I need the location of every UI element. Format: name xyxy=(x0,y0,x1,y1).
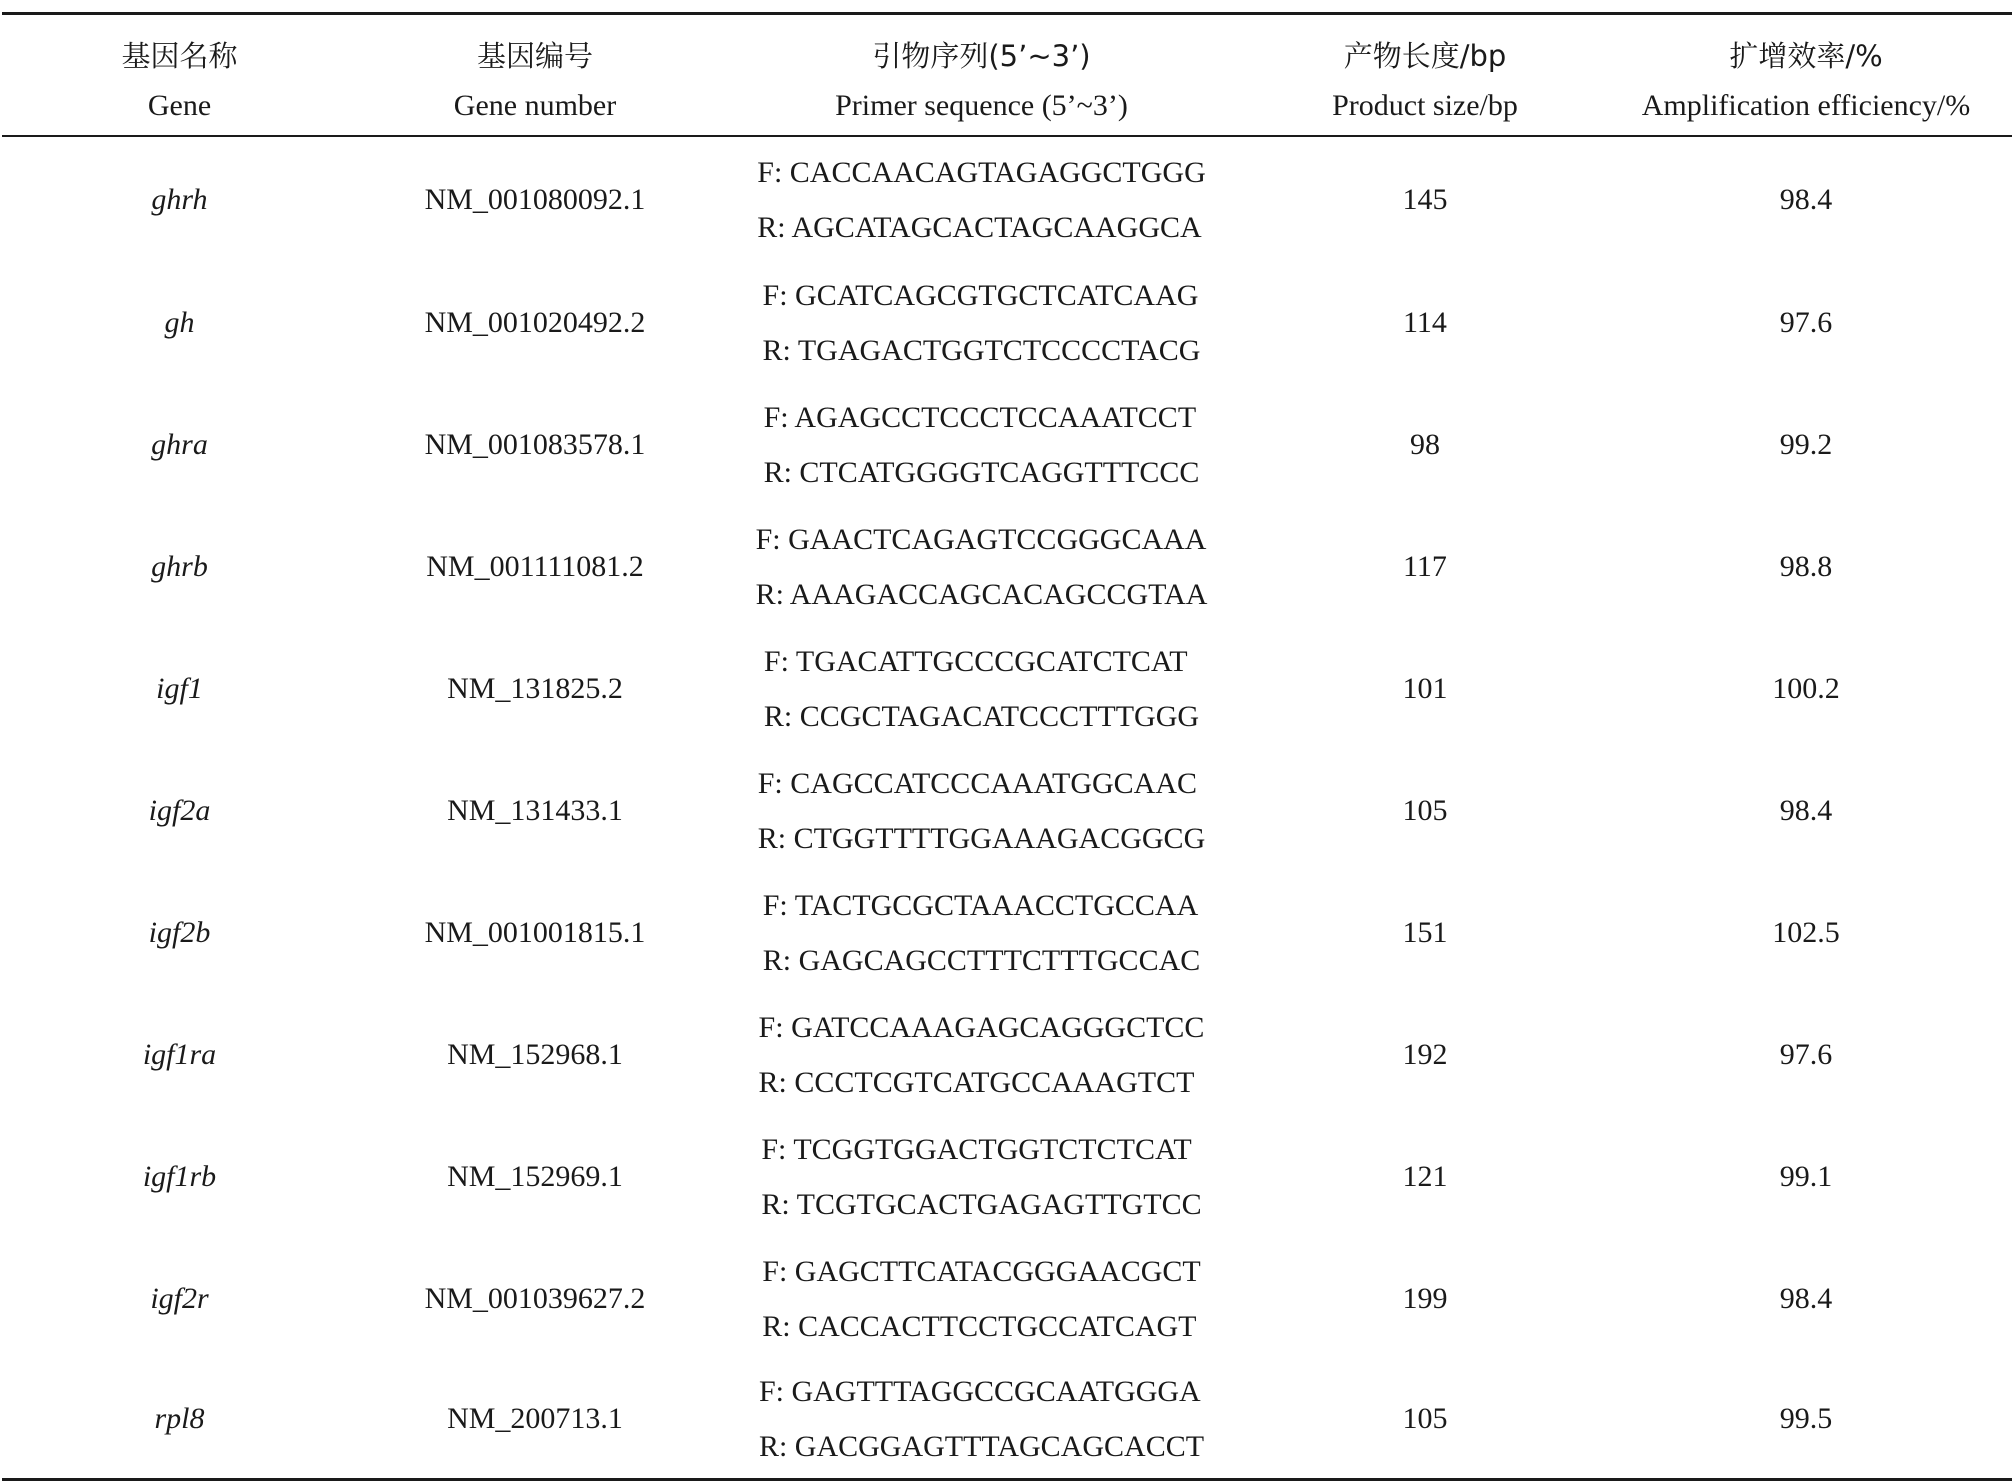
primer-sequence-cell xyxy=(713,994,1250,1116)
table-row xyxy=(2,628,2012,750)
primer-pair xyxy=(763,268,1201,378)
header-efficiency-en: Amplification efficiency/% xyxy=(1641,89,1971,122)
amplification-efficiency-cell: 97.6 xyxy=(1779,1038,1833,1071)
gene-number-cell: NM_131825.2 xyxy=(447,672,623,705)
forward-primer: F: CAGCCATCCCAAATGGCAAC xyxy=(757,767,1197,800)
header-row-english xyxy=(2,77,2012,136)
reverse-primer: R: CACCACTTCCTGCCATCAGT xyxy=(762,1310,1197,1343)
primer-pair xyxy=(764,390,1200,500)
gene-name-cell: igf1ra xyxy=(142,1038,217,1071)
gene-number-cell: NM_001001815.1 xyxy=(424,916,646,949)
forward-primer: F: GAGCTTCATACGGGAACGCT xyxy=(762,1255,1201,1288)
gene-name-cell: gh xyxy=(164,306,195,339)
table-row xyxy=(2,1238,2012,1360)
amplification-efficiency-cell: 97.6 xyxy=(1779,306,1833,339)
gene-name-cell: rpl8 xyxy=(154,1402,205,1435)
primer-sequence-cell xyxy=(713,1116,1250,1238)
gene-name-cell: ghrb xyxy=(151,550,208,583)
primer-pair xyxy=(759,1000,1205,1110)
gene-number-cell: NM_200713.1 xyxy=(447,1402,623,1435)
reverse-primer: R: GACGGAGTTTAGCAGCACCT xyxy=(758,1430,1205,1463)
amplification-efficiency-cell: 99.5 xyxy=(1779,1402,1833,1435)
table-header xyxy=(2,14,2012,137)
amplification-efficiency-cell: 99.1 xyxy=(1779,1160,1833,1193)
amplification-efficiency-cell: 102.5 xyxy=(1772,916,1840,949)
forward-primer: F: GAGTTTAGGCCGCAATGGGA xyxy=(758,1375,1201,1408)
reverse-primer: R: CTGGTTTTGGAAAGACGGCG xyxy=(757,822,1206,855)
primer-table xyxy=(2,12,2012,1481)
product-size-cell: 145 xyxy=(1402,182,1448,216)
header-efficiency-cn: 扩增效率/% xyxy=(1729,39,1883,73)
reverse-primer: R: CCGCTAGACATCCCTTTGGG xyxy=(763,700,1200,733)
primer-sequence-cell xyxy=(713,384,1250,506)
forward-primer: F: GATCCAAAGAGCAGGGCTCC xyxy=(758,1011,1205,1044)
product-size-cell: 192 xyxy=(1402,1038,1448,1071)
header-gene-en: Gene xyxy=(147,89,212,122)
product-size-cell: 121 xyxy=(1402,1160,1448,1193)
header-size-en: Product size/bp xyxy=(1332,89,1518,122)
primer-sequence-cell xyxy=(713,506,1250,628)
table-row xyxy=(2,750,2012,872)
forward-primer: F: GCATCAGCGTGCTCATCAAG xyxy=(762,279,1199,312)
product-size-cell: 199 xyxy=(1402,1282,1448,1315)
table-row xyxy=(2,1116,2012,1238)
amplification-efficiency-cell: 100.2 xyxy=(1772,672,1840,705)
gene-name-cell: ghrh xyxy=(151,182,208,216)
primer-sequence-cell xyxy=(713,750,1250,872)
header-sequence-cn: 引物序列(5’~3’) xyxy=(872,39,1091,73)
header-number-en: Gene number xyxy=(453,89,617,122)
primer-pair xyxy=(761,1122,1201,1232)
reverse-primer: R: CTCATGGGGTCAGGTTTCCC xyxy=(763,456,1200,489)
primer-sequence-cell xyxy=(713,628,1250,750)
primer-pair xyxy=(757,145,1205,255)
product-size-cell: 105 xyxy=(1402,1402,1448,1435)
gene-name-cell: ghra xyxy=(151,428,208,461)
forward-primer: F: TACTGCGCTAAACCTGCCAA xyxy=(762,889,1199,922)
primer-sequence-cell xyxy=(713,1238,1250,1360)
gene-name-cell: igf2a xyxy=(148,794,211,827)
table-row xyxy=(2,262,2012,384)
header-sequence-en: Primer sequence (5’~3’) xyxy=(835,89,1128,122)
amplification-efficiency-cell: 99.2 xyxy=(1779,428,1833,461)
gene-number-cell: NM_001080092.1 xyxy=(424,182,646,216)
forward-primer: F: GAACTCAGAGTCCGGGCAAA xyxy=(755,523,1207,556)
header-size-cn: 产物长度/bp xyxy=(1343,39,1507,73)
gene-name-cell: igf2b xyxy=(148,916,211,949)
reverse-primer: R: GAGCAGCCTTTCTTTGCCAC xyxy=(762,944,1201,977)
table-row xyxy=(2,872,2012,994)
forward-primer: F: CACCAACAGTAGAGGCTGGG xyxy=(757,155,1206,189)
product-size-cell: 101 xyxy=(1402,672,1448,705)
forward-primer: F: TCGGTGGACTGGTCTCTCAT xyxy=(761,1133,1192,1166)
primer-sequence-cell xyxy=(713,262,1250,384)
product-size-cell: 151 xyxy=(1402,916,1448,949)
primer-pair xyxy=(756,512,1208,622)
forward-primer: F: TGACATTGCCCGCATCTCAT xyxy=(763,645,1188,678)
primer-sequence-cell xyxy=(713,1360,1250,1480)
primer-pair xyxy=(759,1364,1204,1474)
gene-number-cell: NM_152969.1 xyxy=(447,1160,623,1193)
primer-pair xyxy=(763,878,1201,988)
reverse-primer: R: AAAGACCAGCACAGCCGTAA xyxy=(755,578,1208,611)
forward-primer: F: AGAGCCTCCCTCCAAATCCT xyxy=(763,401,1197,434)
reverse-primer: R: TGAGACTGGTCTCCCCTACG xyxy=(762,334,1201,367)
table-row xyxy=(2,384,2012,506)
gene-number-cell: NM_001039627.2 xyxy=(424,1282,646,1315)
gene-name-cell: igf2r xyxy=(150,1282,209,1315)
primer-pair xyxy=(762,1244,1200,1354)
amplification-efficiency-cell: 98.4 xyxy=(1779,794,1833,827)
gene-number-cell: NM_131433.1 xyxy=(447,794,623,827)
reverse-primer: R: TCGTGCACTGAGAGTTGTCC xyxy=(761,1188,1202,1221)
gene-number-cell: NM_152968.1 xyxy=(447,1038,623,1071)
primer-pair xyxy=(764,634,1199,744)
product-size-cell: 117 xyxy=(1403,550,1447,583)
reverse-primer: R: CCCTCGTCATGCCAAAGTCT xyxy=(758,1066,1195,1099)
amplification-efficiency-cell: 98.4 xyxy=(1779,182,1833,216)
table-row xyxy=(2,1360,2012,1480)
gene-name-cell: igf1 xyxy=(156,672,203,705)
header-number-cn: 基因编号 xyxy=(476,39,593,73)
reverse-primer: R: AGCATAGCACTAGCAAGGCA xyxy=(757,210,1202,244)
gene-name-cell: igf1rb xyxy=(142,1160,217,1193)
amplification-efficiency-cell: 98.4 xyxy=(1779,1282,1833,1315)
table-row xyxy=(2,136,2012,262)
gene-number-cell: NM_001083578.1 xyxy=(424,428,646,461)
gene-number-cell: NM_001111081.2 xyxy=(426,550,644,583)
product-size-cell: 114 xyxy=(1403,306,1447,339)
primer-sequence-cell xyxy=(713,872,1250,994)
table-row xyxy=(2,506,2012,628)
product-size-cell: 98 xyxy=(1410,428,1440,461)
gene-number-cell: NM_001020492.2 xyxy=(424,306,646,339)
primer-pair xyxy=(758,756,1205,866)
primer-sequence-cell xyxy=(713,136,1250,262)
table-row xyxy=(2,994,2012,1116)
amplification-efficiency-cell: 98.8 xyxy=(1779,550,1833,583)
header-gene-cn: 基因名称 xyxy=(121,39,238,73)
header-row-chinese xyxy=(2,14,2012,78)
table-body xyxy=(2,136,2012,1480)
product-size-cell: 105 xyxy=(1402,794,1448,827)
